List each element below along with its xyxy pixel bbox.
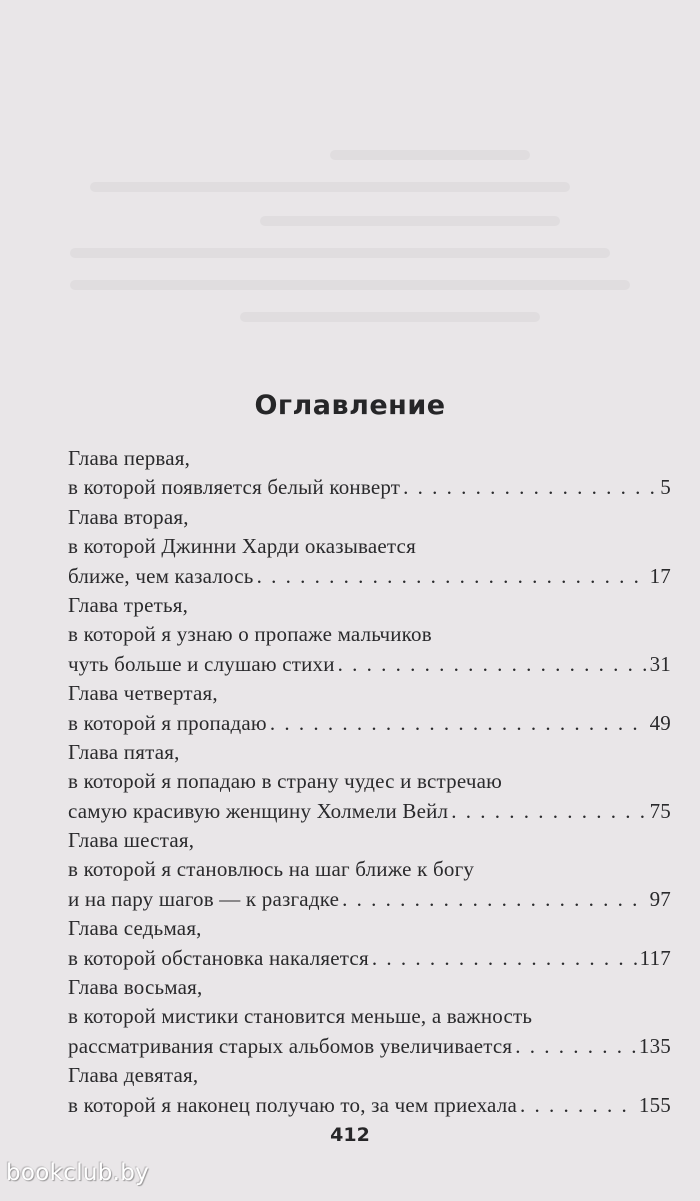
chapter-title: Глава первая, [68, 446, 191, 470]
chapter-subtitle-line: в которой обстановка накаляется [68, 945, 369, 970]
chapter-title: Глава пятая, [68, 739, 180, 764]
chapter-leader-line [68, 1091, 671, 1120]
chapter-page-number: 49 [649, 710, 671, 735]
chapter-page-number: 135 [638, 1033, 671, 1058]
chapter-leader-line [68, 473, 671, 502]
toc-entry [68, 444, 671, 503]
chapter-leader-line [68, 562, 671, 591]
chapter-title: Глава вторая, [68, 504, 189, 529]
chapter-page-number: 75 [649, 798, 671, 823]
table-of-contents [68, 444, 671, 1120]
chapter-leader-line [68, 944, 671, 973]
chapter-title: Глава девятая, [68, 1063, 199, 1088]
toc-entry [68, 503, 671, 591]
chapter-leader-line [68, 650, 671, 679]
watermark: bookclub.by [6, 1160, 150, 1186]
toc-entry [68, 738, 671, 826]
chapter-page-number: 155 [638, 1092, 671, 1117]
chapter-page-number: 17 [649, 563, 671, 588]
chapter-leader-line [68, 709, 671, 738]
chapter-leader-line [68, 797, 671, 826]
chapter-page-number: 97 [649, 886, 671, 911]
dot-leader [342, 885, 646, 914]
chapter-page-number: 31 [649, 651, 671, 676]
chapter-title: Глава восьмая, [68, 975, 203, 1000]
chapter-leader-line [68, 885, 671, 914]
toc-entry [68, 914, 671, 973]
chapter-leader-line [68, 1032, 671, 1061]
dot-leader [372, 944, 637, 973]
chapter-title: Глава седьмая, [68, 916, 202, 941]
toc-entry [68, 591, 671, 679]
chapter-subtitle-line: в которой мистики становится меньше, а важность [68, 1004, 533, 1029]
page-title: Оглавление [254, 390, 446, 422]
chapter-subtitle-line: в которой Джинни Харди оказывается [68, 534, 416, 559]
chapter-title: Глава шестая, [68, 828, 195, 853]
dot-leader [403, 473, 657, 502]
dot-leader [257, 562, 647, 591]
page-number: 412 [330, 1124, 370, 1146]
bleed-through-text [0, 0, 700, 360]
dot-leader [270, 709, 647, 738]
toc-entry [68, 1061, 671, 1120]
chapter-subtitle-line: и на пару шагов — к разгадке [68, 886, 340, 911]
toc-entry [68, 973, 671, 1061]
chapter-subtitle-line: в которой я попадаю в страну чудес и встречаю [68, 769, 503, 794]
chapter-subtitle-line: рассматривания старых альбомов увеличивается [68, 1033, 513, 1058]
chapter-page-number: 117 [639, 945, 671, 970]
chapter-subtitle-line: в которой я узнаю о пропаже мальчиков [68, 622, 432, 647]
dot-leader [520, 1091, 636, 1120]
dot-leader [451, 797, 646, 826]
chapter-subtitle-line: в которой я пропадаю [68, 710, 267, 735]
chapter-subtitle-line: в которой я наконец получаю то, за чем приехала [68, 1092, 517, 1117]
chapter-subtitle-line: в которой я становлюсь на шаг ближе к богу [68, 857, 475, 882]
chapter-subtitle-line: самую красивую женщину Холмели Вейл [68, 798, 449, 823]
toc-entry [68, 679, 671, 738]
chapter-subtitle-line: ближе, чем казалось [68, 563, 254, 588]
dot-leader [338, 650, 647, 679]
chapter-title: Глава четвертая, [68, 681, 218, 706]
chapter-title: Глава третья, [68, 592, 189, 617]
chapter-subtitle-line: в которой появляется белый конверт [68, 475, 401, 500]
chapter-page-number: 5 [660, 475, 671, 500]
toc-entry [68, 826, 671, 914]
chapter-subtitle-line: чуть больше и слушаю стихи [68, 651, 335, 676]
dot-leader [515, 1032, 636, 1061]
